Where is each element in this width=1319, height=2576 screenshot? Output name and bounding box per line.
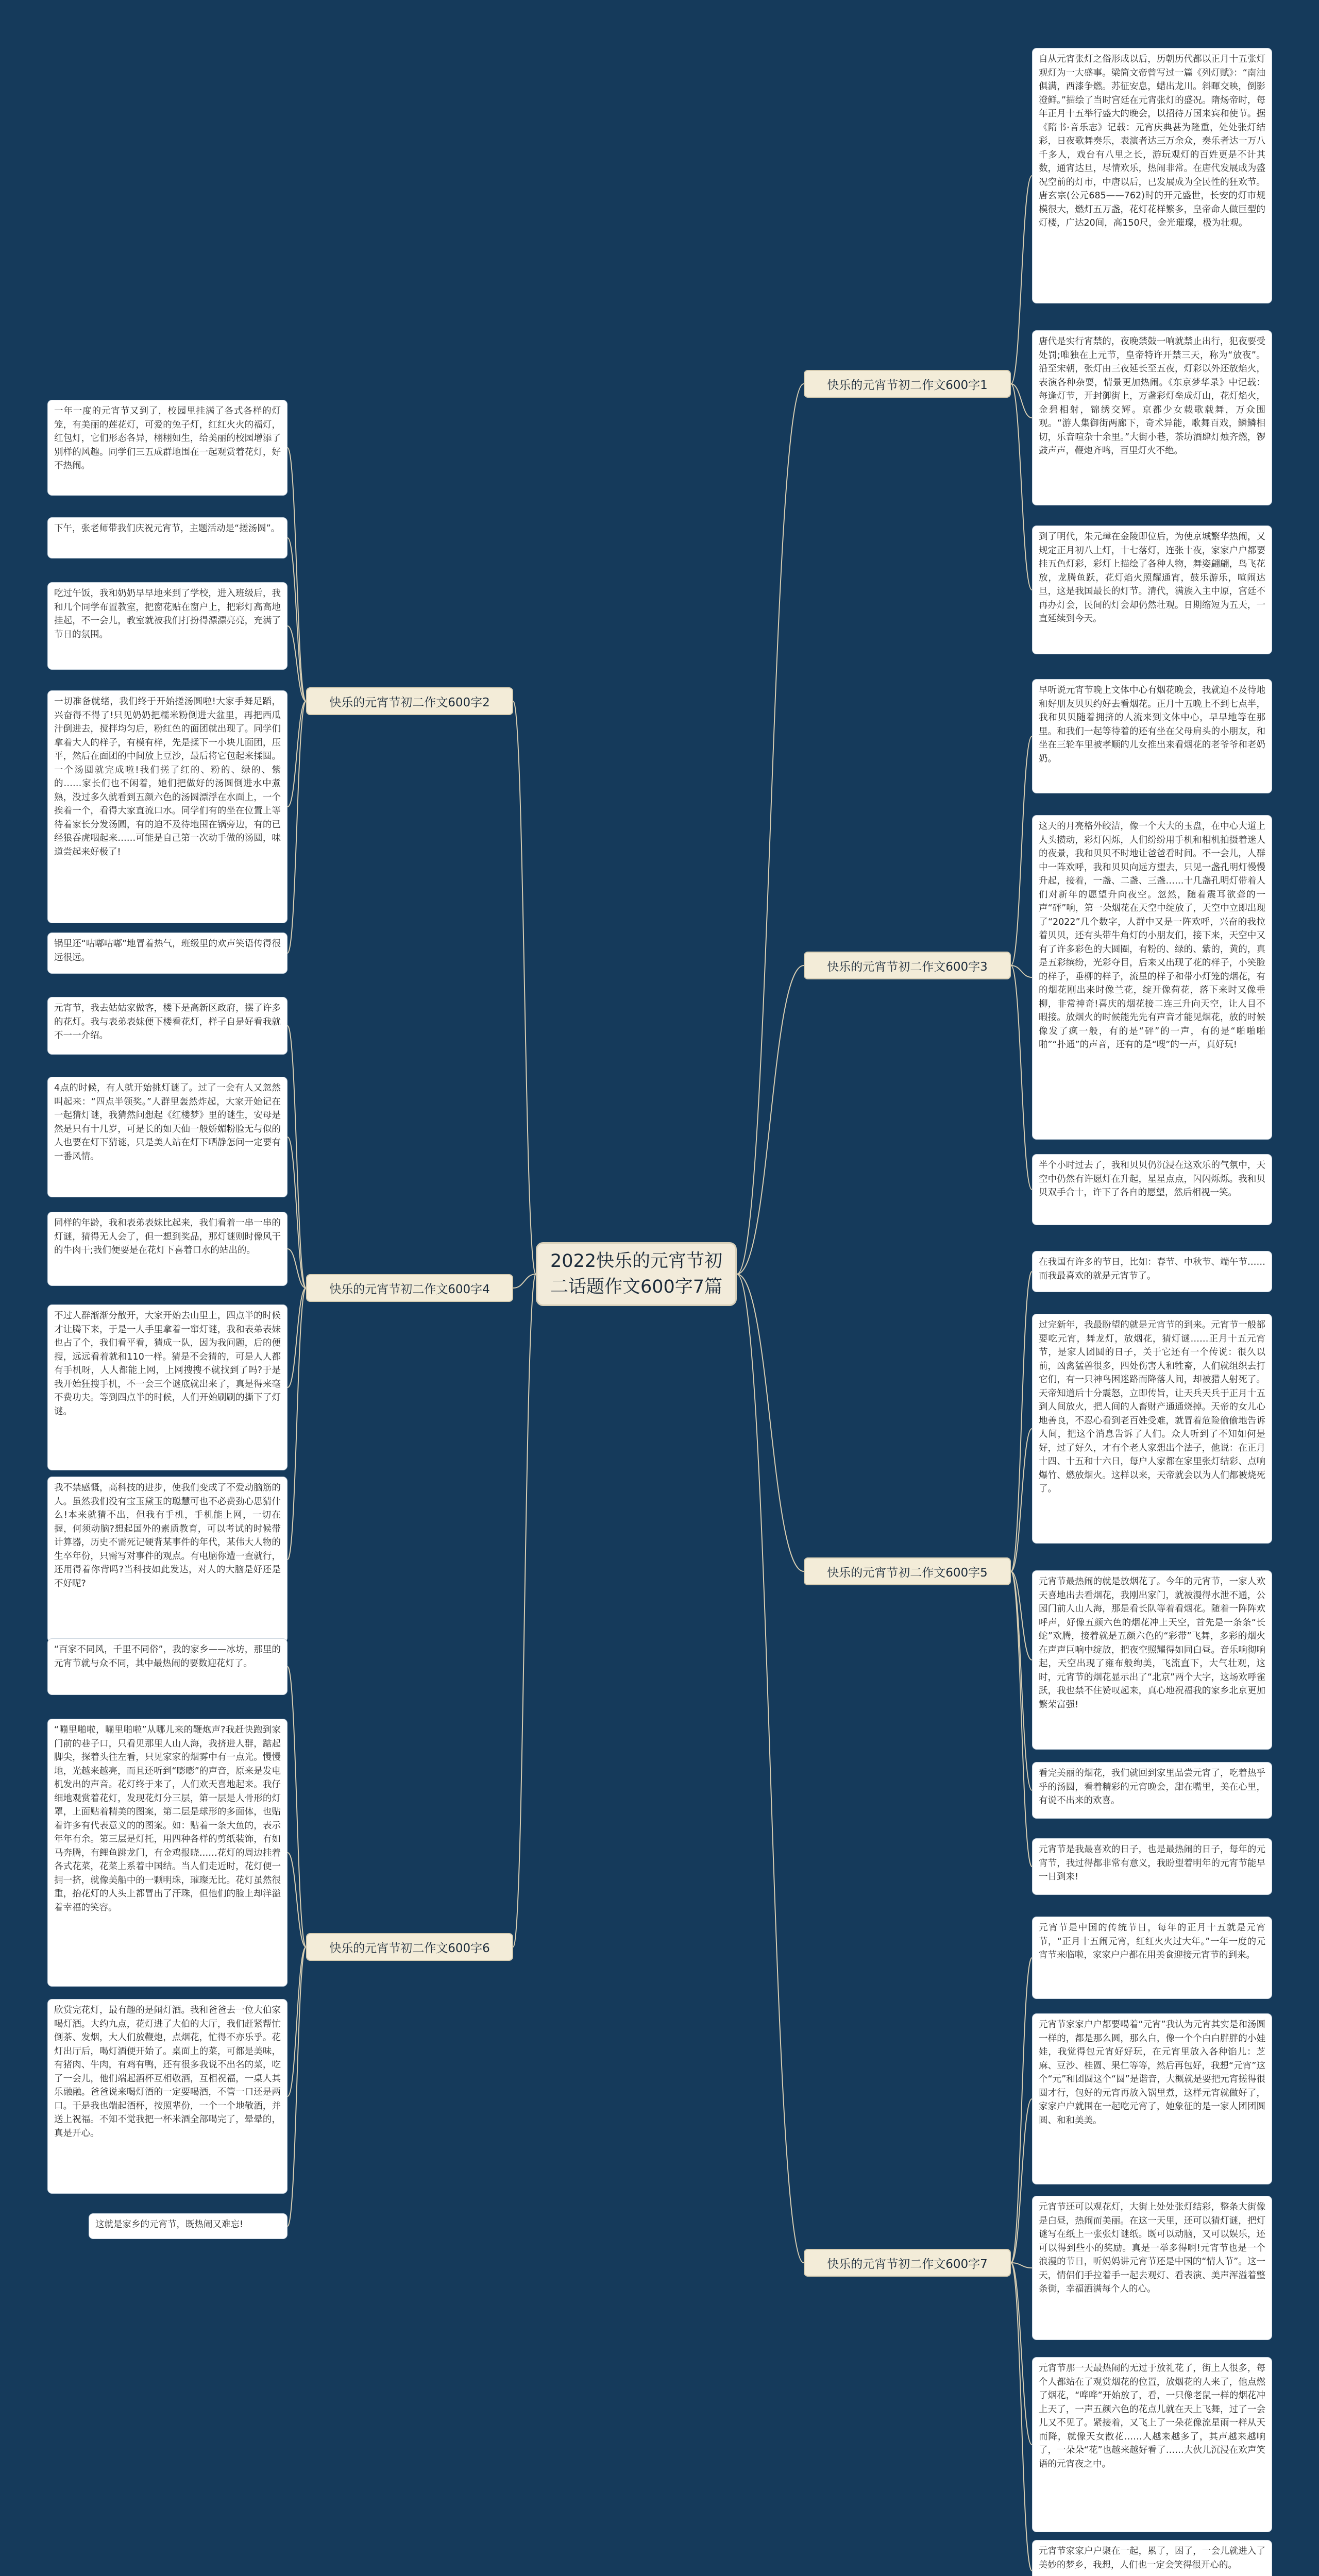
leaf-connector <box>1011 176 1032 384</box>
leaf-text: 半个小时过去了，我和贝贝仍沉浸在这欢乐的气氛中，天空中仍然有许愿灯在升起，星星点点，闪闪烁烁。我和贝贝双手合十，许下了各自的愿望，然后相视一笑。 <box>1032 1154 1272 1225</box>
leaf-text: 元宵节那一天最热闹的无过于放礼花了，街上人很多，每个人都站在了观赏烟花的位置，放烟花的人来了，他点燃了烟花，“哗哗”开始放了，看，一只像老鼠一样的烟花冲上天了，一声五颜六色的花点儿就在天上飞舞，过了一会儿又不见了。紧接着，又飞上了一朵花像流星雨一样从天而降，就像天女散花……人越来越多了，其声越来越响了，一朵朵“花”也越来越好看了……大伙儿沉浸在欢声笑语的元宵夜之中。 <box>1032 2357 1272 2532</box>
leaf-text: “百家不同风，千里不同俗”，我的家乡——冰坊，那里的元宵节就与众不同，其中最热闹的要数迎花灯了。 <box>47 1638 288 1695</box>
leaf-text: 欣赏完花灯，最有趣的是闹灯酒。我和爸爸去一位大伯家喝灯酒。大约九点，花灯进了大伯的大厅，我们赶紧帮忙倒茶、发烟，大人们放鞭炮，点烟花，忙得不亦乐乎。花灯出厅后，喝灯酒便开始了。桌面上的菜，可都是美味，有猪肉、牛肉，有鸡有鸭，还有很多我说不出名的菜，吃了一会儿，他们端起酒杯互相敬酒，互相祝福，一桌人其乐融融。爸爸说来喝灯酒的一定要喝酒，不管一口还是两口。于是我也端起酒杯，按照辈份，一个一个地敬酒，并送上祝福。不知不觉我把一杯米酒全部喝完了，晕晕的，真是开心。 <box>47 1999 288 2194</box>
leaf-text: 元宵节是我最喜欢的日子，也是最热闹的日子，每年的元宵节，我过得都非常有意义，我盼望着明年的元宵节能早一日到来! <box>1032 1838 1272 1895</box>
branch-connector <box>737 1274 804 1571</box>
leaf-text: 元宵节家家户户聚在一起，累了，困了，一会儿就进入了美妙的梦乡，我想，人们也一定会笑得很开心的。 <box>1032 2540 1272 2576</box>
branch-2[interactable]: 快乐的元宵节初二作文600字2 <box>306 687 513 715</box>
leaf-text: 元宵节最热闹的就是放烟花了。今年的元宵节，一家人欢天喜地出去看烟花，我刚出家门，就被漫得水泄不通，公园门前人山人海，那是看长队等着看烟花。随着一阵阵欢呼声，好像五颜六色的烟花冲上天空，首先是一条条“长蛇”欢腾，接着就是五颜六色的“彩带”飞舞，多彩的烟火在声声巨响中绽放，把夜空照耀得如同白昼。音乐响彻响起，天空出现了雍布般绚美，飞流直下，大气壮观，这时，元宵节的烟花显示出了“北京”两个大字，这场欢呼雀跃，我也禁不住赞叹起来，真心地祝福我的家乡北京更加繁荣富强! <box>1032 1570 1272 1750</box>
leaf-connector <box>1011 1958 1032 2263</box>
leaf-connector <box>1011 1571 1032 1790</box>
leaf-text: 锅里还“咕嘟咕嘟”地冒着热气，班级里的欢声笑语传得很远很远。 <box>47 933 288 974</box>
branch-connector <box>513 1274 536 1288</box>
leaf-text: 同样的年龄，我和表弟表妹比起来，我们看着一串一串的灯谜，猜得无人会了，但一想到奖品，那灯谜则时像风干的牛肉干;我们便要是在花灯下喜着口水的站出的。 <box>47 1212 288 1286</box>
leaf-connector <box>1011 384 1032 418</box>
central-topic[interactable]: 2022快乐的元宵节初二话题作文600字7篇 <box>536 1242 737 1306</box>
leaf-text: 这就是家乡的元宵节，既热闹又难忘! <box>89 2213 288 2239</box>
branch-connector <box>737 384 804 1274</box>
leaf-text: 元宵节，我去姑姑家做客，楼下是高新区政府，摆了许多的花灯。我与表弟表妹便下楼看花灯，样子自是好看我就不一一介绍。 <box>47 997 288 1055</box>
leaf-connector <box>1011 1272 1032 1571</box>
leaf-text: 一年一度的元宵节又到了，校园里挂满了各式各样的灯笼，有美丽的莲花灯，可爱的兔子灯，红红火火的福灯，红包灯，它们形态各异，栩栩如生，给美丽的校园增添了别样的风趣。同学们三五成群地围在一起观赏着花灯，好不热闹。 <box>47 400 288 496</box>
leaf-text: 到了明代，朱元璋在金陵即位后，为使京城繁华热闹，又规定正月初八上灯，十七落灯，连张十夜，家家户户都要挂五色灯彩，彩灯上描绘了各种人物，舞姿翩翩，鸟飞花放，龙腾鱼跃，花灯焰火照耀通宵，鼓乐游乐，喧闹达旦，这是我国最长的灯节。清代，满族入主中原，宫廷不再办灯会，民间的灯会却仍然壮观。日期缩短为五天，一直延续到今天。 <box>1032 526 1272 654</box>
leaf-text: 不过人群渐渐分散开，大家开始去山里上，四点半的时候才让腾下来，于是一人手里拿着一窜灯谜，我和表弟表妹也占了个，我们看平看，猜成一队，因为我问题，后的便搜，远远看着就和110一样。猜是不会猜的，可是人人都有手机呀，人人都能上网，上网搜搜不就找到了吗?于是我开始狂搜手机，不一会三个谜底就出来了，真是得来毫不费功夫。等到四点半的时候，人们开始刷刷的撕下了灯谜。 <box>47 1304 288 1470</box>
branch-4[interactable]: 快乐的元宵节初二作文600字4 <box>306 1274 513 1302</box>
leaf-connector <box>1011 1429 1032 1571</box>
branch-6[interactable]: 快乐的元宵节初二作文600字6 <box>306 1933 513 1961</box>
branch-connector <box>737 965 804 1274</box>
branch-5[interactable]: 快乐的元宵节初二作文600字5 <box>804 1557 1011 1585</box>
branch-1[interactable]: 快乐的元宵节初二作文600字1 <box>804 370 1011 398</box>
leaf-text: 元宵节家家户户都要喝着“元宵”我认为元宵其实是和汤圆一样的，都是那么圆，那么白，像一个个白白胖胖的小娃娃，我觉得包元宵好好玩，在元宵里放入各种馅儿：芝麻、豆沙、桂圆、果仁等等，然后再包好，我想“元宵”这个“元”和团圆这个“圆”是谐音，大概就是要把元宵搓得很圆才行，包好的元宵再放入锅里煮，这样元宵就做好了，家家户户就围在一起吃元宵了，她象征的是一家人团团圆圆、和和美美。 <box>1032 2013 1272 2184</box>
leaf-text: 在我国有许多的节日，比如：春节、中秋节、端午节……而我最喜欢的就是元宵节了。 <box>1032 1251 1272 1292</box>
leaf-text: 看完美丽的烟花，我们就回到家里品尝元宵了，吃着热乎乎的汤圆，看着精彩的元宵晚会，甜在嘴里，美在心里，有说不出来的欢喜。 <box>1032 1762 1272 1819</box>
leaf-connector <box>288 701 306 953</box>
branch-connector <box>513 701 536 1274</box>
leaf-connector <box>288 1288 306 1560</box>
leaf-text: 元宵节是中国的传统节日，每年的正月十五就是元宵节，“正月十五闹元宵，红红火火过大年。”一年一度的元宵节来临啦，家家户户都在用美食迎接元宵节的到来。 <box>1032 1917 1272 1999</box>
leaf-text: 这天的月亮格外皎洁，像一个大大的玉盘，在中心大道上人头攒动，彩灯闪烁，人们纷纷用手机和相机拍摄着迷人的夜景，我和贝贝不时地让爸爸看时间。不一会儿，人群中一阵欢呼，我和贝贝向远方望去，只见一盏孔明灯慢慢升起，接着，一盏、二盏、三盏……十几盏孔明灯带着人们对新年的愿望升向夜空。忽然，随着震耳欲聋的一声“砰”响，第一朵烟花在天空中绽放了，天空中立即出现了“2022”几个数字，人群中又是一阵欢呼，兴奋的我拉着贝贝，还有头带牛角灯的小朋友们，接下来，天空中又有了许多彩色的大圆圈，有粉的、绿的、紫的，黄的，真是五彩缤纷，光彩夺目，后来又出现了花的样子，小笑脸的样子，垂柳的样子，流星的样子和带小灯笼的烟花，有的烟花刚出来时像兰花，绽开像荷花，落下来时又像垂柳，非常神奇!喜庆的烟花接二连三升向天空，让人目不暇接。放烟火的时候能先先有声音才能见烟花，放的时候像发了疯一般，有的是“砰”的一声，有的是“啪啪啪啪”“扑通”的声音，还有的是“嗖”的一声，真好玩! <box>1032 815 1272 1140</box>
leaf-text: 唐代是实行宵禁的，夜晚禁鼓一响就禁止出行，犯夜要受处罚;唯独在上元节，皇帝特许开禁三天，称为“放夜”。沿至宋朝，张灯由三夜延长至五夜，灯彩以外还放焰火，表演各种杂耍，情景更加热闹。《东京梦华录》中记载：每逢灯节，开封御街上，万盏彩灯垒成灯山，花灯焰火，金碧相射，锦绣交辉。京都少女载歌载舞，万众围观。“游人集御街两廊下，奇术异能，歌舞百戏，鳞鳞相切，乐音喧杂十余里。”大街小巷，茶坊酒肆灯烛齐燃，锣鼓声声，鞭炮齐鸣，百里灯火不绝。 <box>1032 330 1272 505</box>
leaf-connector <box>1011 384 1032 590</box>
leaf-connector <box>288 1026 306 1288</box>
leaf-text: 4点的时候，有人就开始挑灯谜了。过了一会有人又忽然叫起来：“四点半领奖。”人群里轰然炸起，大家开始记在一起猜灯谜，我猜然问想起《红楼梦》里的谜生，安母是然是只有十几岁，可是长的如天仙一般娇媚粉脸无与似的人也要在灯下猜谜，只是美人站在灯下晒静怎问一定要有一番风情。 <box>47 1077 288 1197</box>
leaf-connector <box>1011 965 1032 1190</box>
leaf-text: 吃过午饭，我和奶奶早早地来到了学校，进入班级后，我和几个同学布置教室，把窗花贴在窗户上，把彩灯高高地挂起，不一会儿，教室就被我们打扮得漂漂亮亮，充满了节日的氛围。 <box>47 582 288 670</box>
leaf-text: 元宵节还可以观花灯，大街上处处张灯结彩，整条大街像是白昼，热闹而美丽。在这一天里，还可以猜灯谜，把灯谜写在纸上一张张灯谜纸。既可以动脑，又可以娱乐，还可以得到些小的奖励。真是一举多得啊!元宵节也是一个浪漫的节日，听妈妈讲元宵节还是中国的“情人节”。这一天，情侣们手拉着手一起去观灯、看表演、美声浑溢着整条街，幸福洒满每个人的心。 <box>1032 2196 1272 2340</box>
leaf-text: 一切准备就绪，我们终于开始搓汤圆啦!大家手舞足蹈，兴奋得不得了!只见奶奶把糯米粉倒进大盆里，再把西瓜汁倒进去，搅拌均匀后，粉红色的面团就出现了。同学们拿着大人的样子，有模有样，先是揉下一小块儿面团，压平，然后在面团的中间放上豆沙，最后将它包起来揉圆。一个汤圆就完成啦!我们搓了红的、粉的、绿的、紫的……家长们也不闲着，她们把做好的汤圆倒进水中煮熟，没过多久就看到五颜六色的汤圆漂浮在水面上，一个挨着一个，看得大家直流口水。同学们有的坐在位置上等待着家长分发汤圆，有的迫不及待地围在锅旁边，有的已经狼吞虎咽起来……可能是自己第一次动手做的汤圆，味道尝起来好极了! <box>47 690 288 923</box>
leaf-text: 早听说元宵节晚上文体中心有烟花晚会，我就迫不及待地和好朋友贝贝约好去看烟花。正月十五晚上不到七点半，我和贝贝随着拥挤的人流来到文体中心，早早地等在那里。和我们一起等待着的还有坐在父母肩头的小朋友，和坐在三轮车里被孝顺的儿女推出来看烟花的老爷爷和老奶奶。 <box>1032 679 1272 793</box>
leaf-connector <box>1011 736 1032 965</box>
leaf-text: 下午，张老师带我们庆祝元宵节，主题活动是“搓汤圆”。 <box>47 517 288 558</box>
leaf-connector <box>1011 2263 1032 2571</box>
branch-7[interactable]: 快乐的元宵节初二作文600字7 <box>804 2249 1011 2277</box>
leaf-text: “嘣里啪啦，嘣里啪啦”从哪儿来的鞭炮声?我赶快跑到家门前的巷子口，只看见那里人山人海，我挤进人群，踮起脚尖，探着头往左看，只见家家的烟雾中有一点光。慢慢地，光越来越亮，而且还听到“嘭嘭”的声音，原来是发电机发出的声音。花灯终于来了，人们欢天喜地起来。我仔细地观赏着花灯，发现花灯分三层，第一层是人骨形的灯罩，上面贴着精美的图案，第二层是球形的多面体，也贴着许多有代表意义的的图案。如：贴着一条大鱼的，表示年年有余。第三层是灯托，用四种各样的剪纸装饰，有如马奔腾，有鲤鱼跳龙门，有金鸡报晓……花灯的周边挂着各式花菜，花菜上系着中国结。当人们走近时，花灯便一拥一挤，就像美船中的一颗明珠，璀璨无比。花灯虽然很重，抬花灯的人头上都冒出了汗珠，但他们的脸上却洋溢着幸福的笑容。 <box>47 1719 288 1987</box>
branch-connector <box>513 1274 536 1947</box>
leaf-connector <box>288 1853 306 1947</box>
leaf-text: 过完新年，我最盼望的就是元宵节的到来。元宵节一般都要吃元宵，舞龙灯，放烟花，猜灯谜……正月十五元宵节，是家人团圆的日子，关于它还有一个传说：很久以前，凶禽猛兽很多，四处伤害人和牲畜，人们就组织去打它们，有一只神鸟困迷路而降落人间，却被猎人射死了。天帝知道后十分震怒，立即传旨，让天兵天兵于正月十五到人间放火，把人间的人畜财产通通烧掉。天帝的女儿心地善良，不忍心看到老百姓受难，就冒着危险偷偷地告诉人间，把这个消息告诉了人们。众人听到了不知如何是好，过了好久，才有个老人家想出个法子，他说：在正月十四、十五和十六日，每户人家都在家里张灯结彩、点响爆竹、燃放烟火。这样以来，天帝就会以为人们都被烧死了。 <box>1032 1314 1272 1544</box>
leaf-connector <box>288 1947 306 2226</box>
branch-3[interactable]: 快乐的元宵节初二作文600字3 <box>804 952 1011 979</box>
leaf-connector <box>288 701 306 807</box>
leaf-text: 我不禁感慨，高科技的进步，使我们变成了不爱动脑筋的人。虽然我们没有宝玉黛玉的聪慧可也不必费劲心思猜什么!本来就猜不出，但我有手机，手机能上网，一切在握，何须动脑?想起国外的素质教育，可以考试的时候带计算器，历史不需死记硬背某事件的年代，某伟大人物的生卒年份，只需写对事件的观点。有电脑你遭一查就行，还用得着你背吗?当科技如此发达，对人的大脑是好还是不好呢? <box>47 1477 288 1642</box>
leaf-connector <box>1011 2263 1032 2268</box>
leaf-text: 自从元宵张灯之俗形成以后，历朝历代都以正月十五张灯观灯为一大盛事。梁简文帝曾写过一篇《列灯赋》：“南油俱满，西漆争燃。苏征安息，蜡出龙川。斜暉交映，倒影澄鲜。”描绘了当时宫廷在元宵张灯的盛况。隋炀帝时，每年正月十五举行盛大的晚会，以招待万国来宾和使节。据《隋书·音乐志》记载：元宵庆典甚为隆重，处处张灯结彩，日夜歌舞奏乐，表演者达三万余众，奏乐者达一万八千多人，戏台有八里之长，游玩观灯的百姓更是不计其数，通宵达旦，尽情欢乐，热闹非常。在唐代发展成为盛况空前的灯市，中唐以后，已发展成为全民性的狂欢节。唐玄宗(公元685——762)时的开元盛世，长安的灯市规模很大，燃灯五万盏，花灯花样繁多，皇帝命人做巨型的灯楼，广达20间，高150尺，金光璀璨，极为壮观。 <box>1032 48 1272 303</box>
leaf-connector <box>288 1288 306 1387</box>
